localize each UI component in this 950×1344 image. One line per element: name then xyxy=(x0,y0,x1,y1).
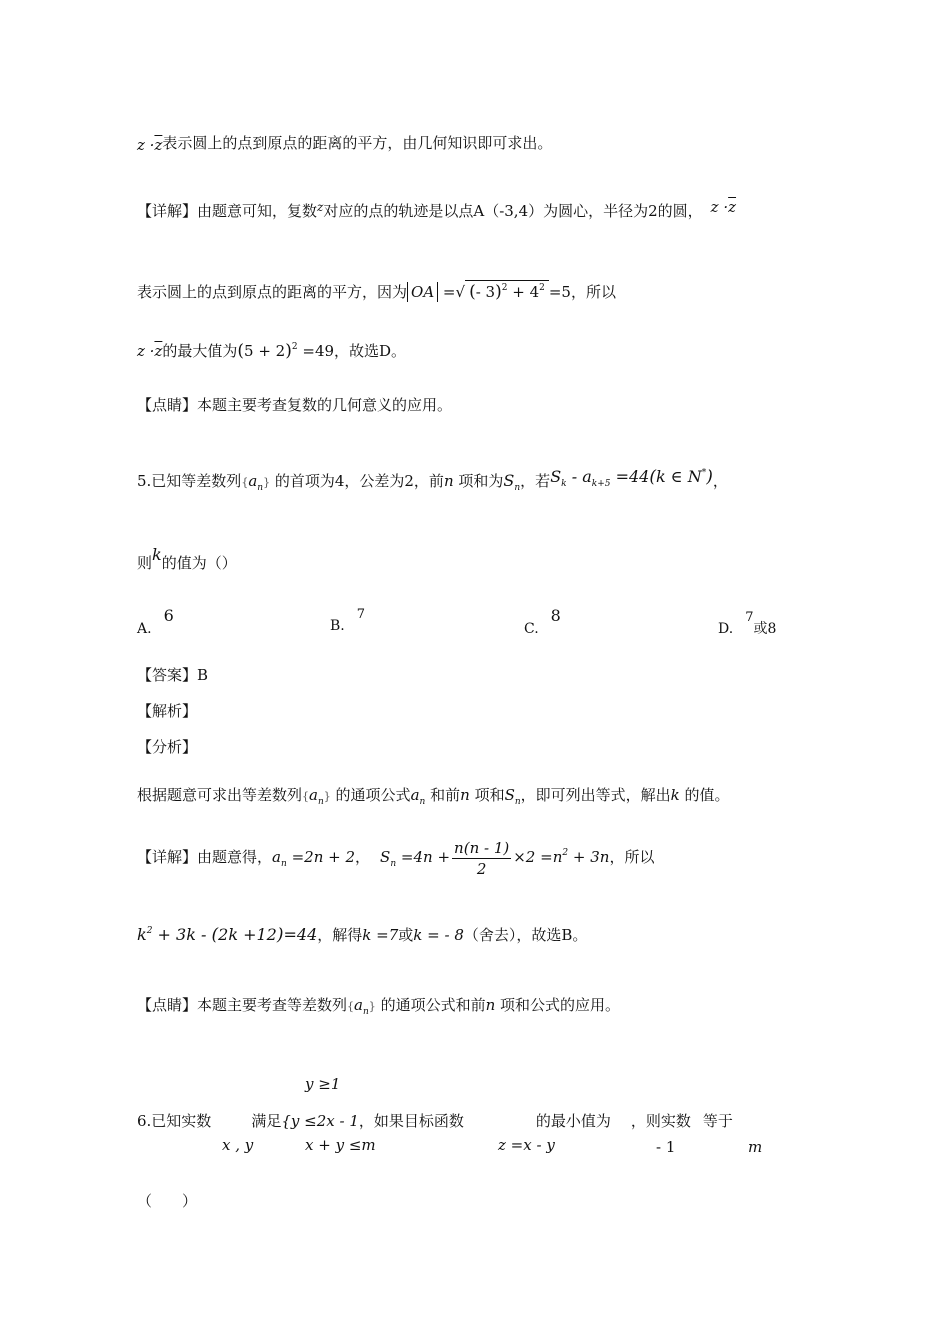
q5-line2: 则k的值为（） xyxy=(137,545,237,572)
q5-line1: 5.已知等差数列$\{a_n\}$ 的首项为4，公差为2，前n 项和为$S_n$，若$S_k - a_{k+5} =44(k$ ∈ N*)， xyxy=(137,467,728,493)
q6-objective: z =x - y xyxy=(498,1136,555,1154)
formula-square: $(5 + 2)^2$ xyxy=(237,341,298,361)
formula-abs-OA: OA xyxy=(407,282,438,302)
formula-sqrt: (- $3)^2 + 4^2$ xyxy=(465,280,549,306)
q6-system-row1: y ≥1 xyxy=(305,1075,341,1093)
line3: 表示圆上的点到原点的距离的平方，因为 OA =√ (- $3)^2 + 4^2 =5$，所以 xyxy=(137,280,616,306)
formula-z-zbar-3: $z \cdot\overline{z}$ xyxy=(137,342,163,360)
comment1-line: 【点睛】本题主要考查复数的几何意义的应用。 xyxy=(137,396,453,414)
q6-blank: （ ） xyxy=(137,1192,198,1210)
detail1-label: 【详解】 xyxy=(137,202,198,220)
formula-fraction: $\frac{n(n - 1)}{2}$ xyxy=(454,838,510,878)
q6-system-row2: {y ≤2x - 1 xyxy=(281,1112,359,1130)
fenxi-label: 【分析】 xyxy=(137,738,198,756)
formula-z: z xyxy=(317,200,324,214)
jiexi-label: 【解析】 xyxy=(137,702,198,720)
detail2-line: 【详解】由题意得，$a_n =2n + 2$， $S_n =4n$ + $\frac{n(n - 1)}{2}$ $\times 2 =n^2 + 3n$，所以 xyxy=(137,838,655,878)
option-c: C.8 xyxy=(524,606,561,637)
line-zzbar-intro xyxy=(137,132,552,154)
formula-z-zbar: $z \cdot\overline{z}$ xyxy=(137,136,163,154)
line4: $z \cdot\overline{z}$的最大值为$(5 + 2)^2 =49$，故选D。 xyxy=(137,341,407,361)
formula-z-zbar-2: $z \cdot\overline{z}$ xyxy=(710,198,737,216)
q6-vars: x , y xyxy=(222,1136,254,1154)
option-a: A.6 xyxy=(137,606,174,637)
answer-line: 【答案】B xyxy=(137,666,209,684)
comment2-line: 【点睛】本题主要考查等差数列$\{a_n\}$ 的通项公式和前n 项和公式的应用。 xyxy=(137,996,621,1017)
formula-q5-condition: $S_k - a_{k+5} =44(k$ ∈ N*) xyxy=(550,467,713,489)
q6-line: 6.已知实数 满足{y ≤2x - 1，如果目标函数 的最小值为 ，则实数 等于 xyxy=(137,1112,733,1130)
option-d: D.7或8 xyxy=(718,610,777,637)
q6-system-row3: x + y ≤m xyxy=(305,1136,376,1154)
option-b: B.7 xyxy=(330,607,366,634)
detail1-line: 【详解】由题意可知，复数$^z$对应的点的轨迹是以点A（-3,4）为圆心，半径为2的圆， $z \cdot\overline{z}$ xyxy=(137,198,737,220)
q6-min-value: - 1 xyxy=(656,1138,676,1156)
para1-text: 表示圆上的点到原点的距离的平方，由几何知识即可求出。 xyxy=(162,134,553,152)
analysis-line: 根据题意可求出等差数列$\{a_n\}$ 的通项公式$a_n$ 和前n 项和$S_n$，即可列出等式，解出k 的值。 xyxy=(137,786,730,807)
k-equation-line: $k^2 + 3k - (2k +12)=44$，解得k =7或k = - 8（舍去），故选B。 xyxy=(137,925,588,945)
q6-m: m xyxy=(748,1138,763,1156)
